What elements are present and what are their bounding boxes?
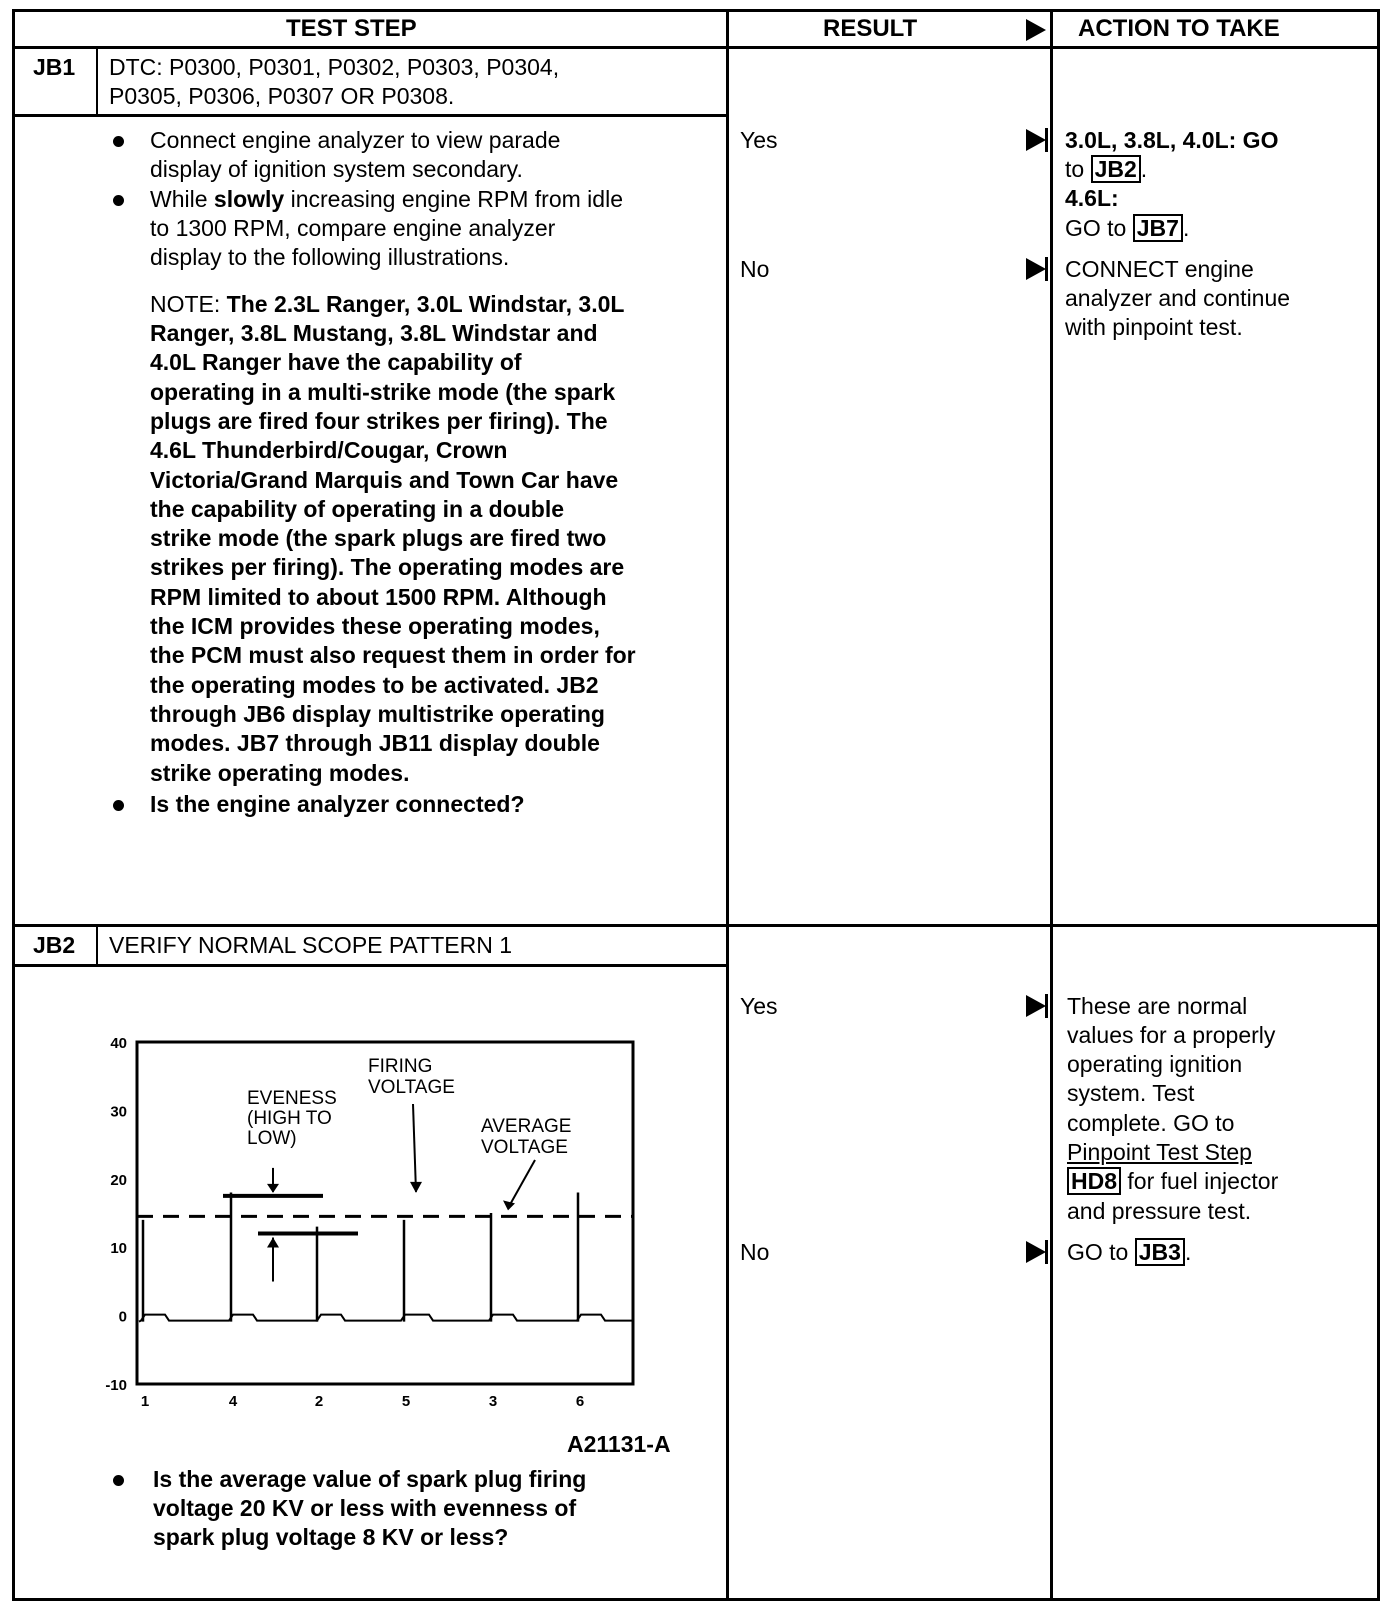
chart-annotation: LOW) [247, 1128, 297, 1149]
jb1-action-no-line2: analyzer and continue [1065, 285, 1291, 311]
jb1-note-line: plugs are fired four strikes per firing). The [150, 407, 608, 434]
jb2-action-yes-line7: HD8 for fuel injector [1067, 1166, 1278, 1196]
scope-pattern-chart [95, 1032, 675, 1472]
x-tick-label: 4 [228, 1393, 238, 1410]
col-divider-2 [1050, 12, 1053, 1598]
jb1-note-line: modes. JB7 through JB11 display double [150, 730, 600, 757]
jb1-title-line2: P0305, P0306, P0307 OR P0308. [109, 83, 455, 109]
y-tick-label: 0 [118, 1308, 127, 1326]
jb1-note-line: strike operating modes. [150, 759, 410, 786]
arrow-head-icon [503, 1200, 515, 1210]
jb1-note-line: the operating modes to be activated. JB2 [150, 671, 599, 698]
chart-annotation: EVENESS [247, 1088, 337, 1109]
jb1-action-no-line1: CONNECT engine [1065, 256, 1254, 282]
jb1-note-line: strikes per firing). The operating modes are [150, 554, 625, 581]
header-action: ACTION TO TAKE [1078, 15, 1280, 42]
jb1-action-yes-line3: 4.6L: [1065, 185, 1119, 211]
test-table [12, 9, 1380, 1601]
y-tick-label: 40 [110, 1035, 127, 1052]
bullet-icon [113, 195, 124, 206]
x-tick-label: 1 [140, 1393, 150, 1410]
baseline-trace [139, 1315, 633, 1322]
jb2-question-line2: voltage 20 KV or less with evenness of [153, 1495, 577, 1521]
jb1-note-line: strike mode (the spark plugs are fired two [150, 525, 607, 552]
jb1-bullet2-line3: display to the following illustrations. [150, 244, 510, 270]
result-arrow-icon [1026, 129, 1046, 151]
jb1-bullet1-line1: Connect engine analyzer to view parade [150, 127, 561, 153]
chart-annotation: AVERAGE [481, 1116, 572, 1137]
jb2-title: VERIFY NORMAL SCOPE PATTERN 1 [109, 932, 513, 958]
jb1-note-line: Ranger, 3.8L Mustang, 3.8L Windstar and [150, 320, 598, 346]
jb2-action-yes-line2: values for a properly [1067, 1022, 1276, 1048]
header-test-step: TEST STEP [286, 15, 417, 42]
jb1-result-yes: Yes [740, 127, 778, 153]
figure-id: A21131-A [567, 1431, 671, 1457]
jb2-title-divider [15, 964, 726, 967]
chart-annotation: VOLTAGE [481, 1137, 568, 1158]
jb1-action-no-line3: with pinpoint test. [1065, 314, 1243, 340]
bullet-icon [113, 136, 124, 147]
jb1-result-no: No [740, 256, 770, 282]
jb1-id-divider [96, 46, 98, 114]
jb2-result-yes: Yes [740, 993, 778, 1019]
jb2-action-no: GO to JB3 . [1067, 1239, 1192, 1265]
jb2-action-yes-line5: complete. GO to [1067, 1110, 1235, 1136]
chart-annotation: VOLTAGE [368, 1077, 455, 1098]
x-tick-label: 5 [401, 1393, 411, 1410]
firing-voltage-pointer [413, 1104, 416, 1192]
header-result: RESULT [823, 15, 918, 42]
average-voltage-pointer [509, 1160, 535, 1206]
y-tick-label: 10 [110, 1240, 127, 1258]
jb2-id-divider [96, 924, 98, 964]
jb1-action-yes-line2: to JB2 . [1065, 156, 1148, 182]
jb1-note-line: the capability of operating in a double [150, 495, 565, 522]
y-tick-label: -10 [105, 1377, 127, 1394]
jb2-question-line3: spark plug voltage 8 KV or less? [153, 1524, 509, 1550]
x-tick-label: 3 [488, 1393, 498, 1410]
jb2-action-yes-line1: These are normal [1067, 993, 1248, 1019]
y-tick-label: 30 [110, 1103, 127, 1121]
jb1-note-line1: NOTE: The 2.3L Ranger, 3.0L Windstar, 3.0L [150, 291, 625, 317]
result-arrow-icon [1026, 1241, 1046, 1263]
header-divider [15, 46, 1377, 49]
jb1-jb2-divider [15, 924, 1377, 927]
col-divider-1 [726, 12, 729, 1598]
jb1-note-line: Victoria/Grand Marquis and Town Car have [150, 466, 619, 493]
jb1-note-line: the PCM must also request them in order for [150, 642, 636, 669]
jb2-question-line1: Is the average value of spark plug firing [153, 1466, 587, 1492]
y-tick-label: 20 [110, 1171, 127, 1189]
jb1-bullet2-line1: While slowly increasing engine RPM from idle [150, 186, 623, 212]
arrow-head-icon [410, 1182, 422, 1193]
jb1-title-divider [15, 114, 726, 117]
result-arrow-icon [1026, 995, 1046, 1017]
jb7-link[interactable]: JB7 [1133, 214, 1183, 242]
jb1-bullet1-line2: display of ignition system secondary. [150, 156, 523, 182]
jb2-link[interactable]: JB2 [1091, 155, 1141, 183]
jb2-action-yes-line8: and pressure test. [1067, 1198, 1252, 1224]
bullet-icon [113, 1475, 124, 1486]
jb1-action-yes-line4: GO to JB7 . [1065, 215, 1190, 241]
jb1-note-line: through JB6 display multistrike operating [150, 700, 605, 727]
jb2-id: JB2 [33, 932, 76, 958]
x-tick-label: 6 [575, 1393, 585, 1410]
result-arrow-icon [1026, 258, 1046, 280]
jb1-note-line: operating in a multi-strike mode (the spark [150, 378, 616, 405]
jb2-action-yes-line4: system. Test [1067, 1080, 1195, 1106]
jb3-link[interactable]: JB3 [1135, 1238, 1185, 1266]
pinpoint-test-link[interactable]: Pinpoint Test Step [1067, 1139, 1252, 1165]
jb2-result-no: No [740, 1239, 770, 1265]
hd8-link[interactable]: HD8 [1067, 1167, 1121, 1195]
arrow-head-icon [267, 1184, 279, 1193]
arrow-head-icon [267, 1238, 279, 1248]
header-arrow-icon [1026, 19, 1046, 41]
jb1-id: JB1 [33, 54, 76, 80]
jb1-question: Is the engine analyzer connected? [150, 791, 525, 817]
x-tick-label: 2 [314, 1393, 324, 1410]
jb1-title-line1: DTC: P0300, P0301, P0302, P0303, P0304, [109, 54, 560, 80]
chart-annotation: (HIGH TO [247, 1108, 332, 1129]
jb1-note-line: RPM limited to about 1500 RPM. Although [150, 583, 607, 610]
jb1-note-line: 4.0L Ranger have the capability of [150, 349, 522, 376]
bullet-icon [113, 800, 124, 811]
jb1-note-line: the ICM provides these operating modes, [150, 613, 600, 639]
chart-annotation: FIRING [368, 1056, 433, 1077]
jb1-note-line: 4.6L Thunderbird/Cougar, Crown [150, 437, 508, 464]
jb1-action-yes-line1: 3.0L, 3.8L, 4.0L: GO [1065, 127, 1279, 153]
jb2-action-yes-line3: operating ignition [1067, 1051, 1243, 1077]
jb1-bullet2-line2: to 1300 RPM, compare engine analyzer [150, 215, 556, 241]
